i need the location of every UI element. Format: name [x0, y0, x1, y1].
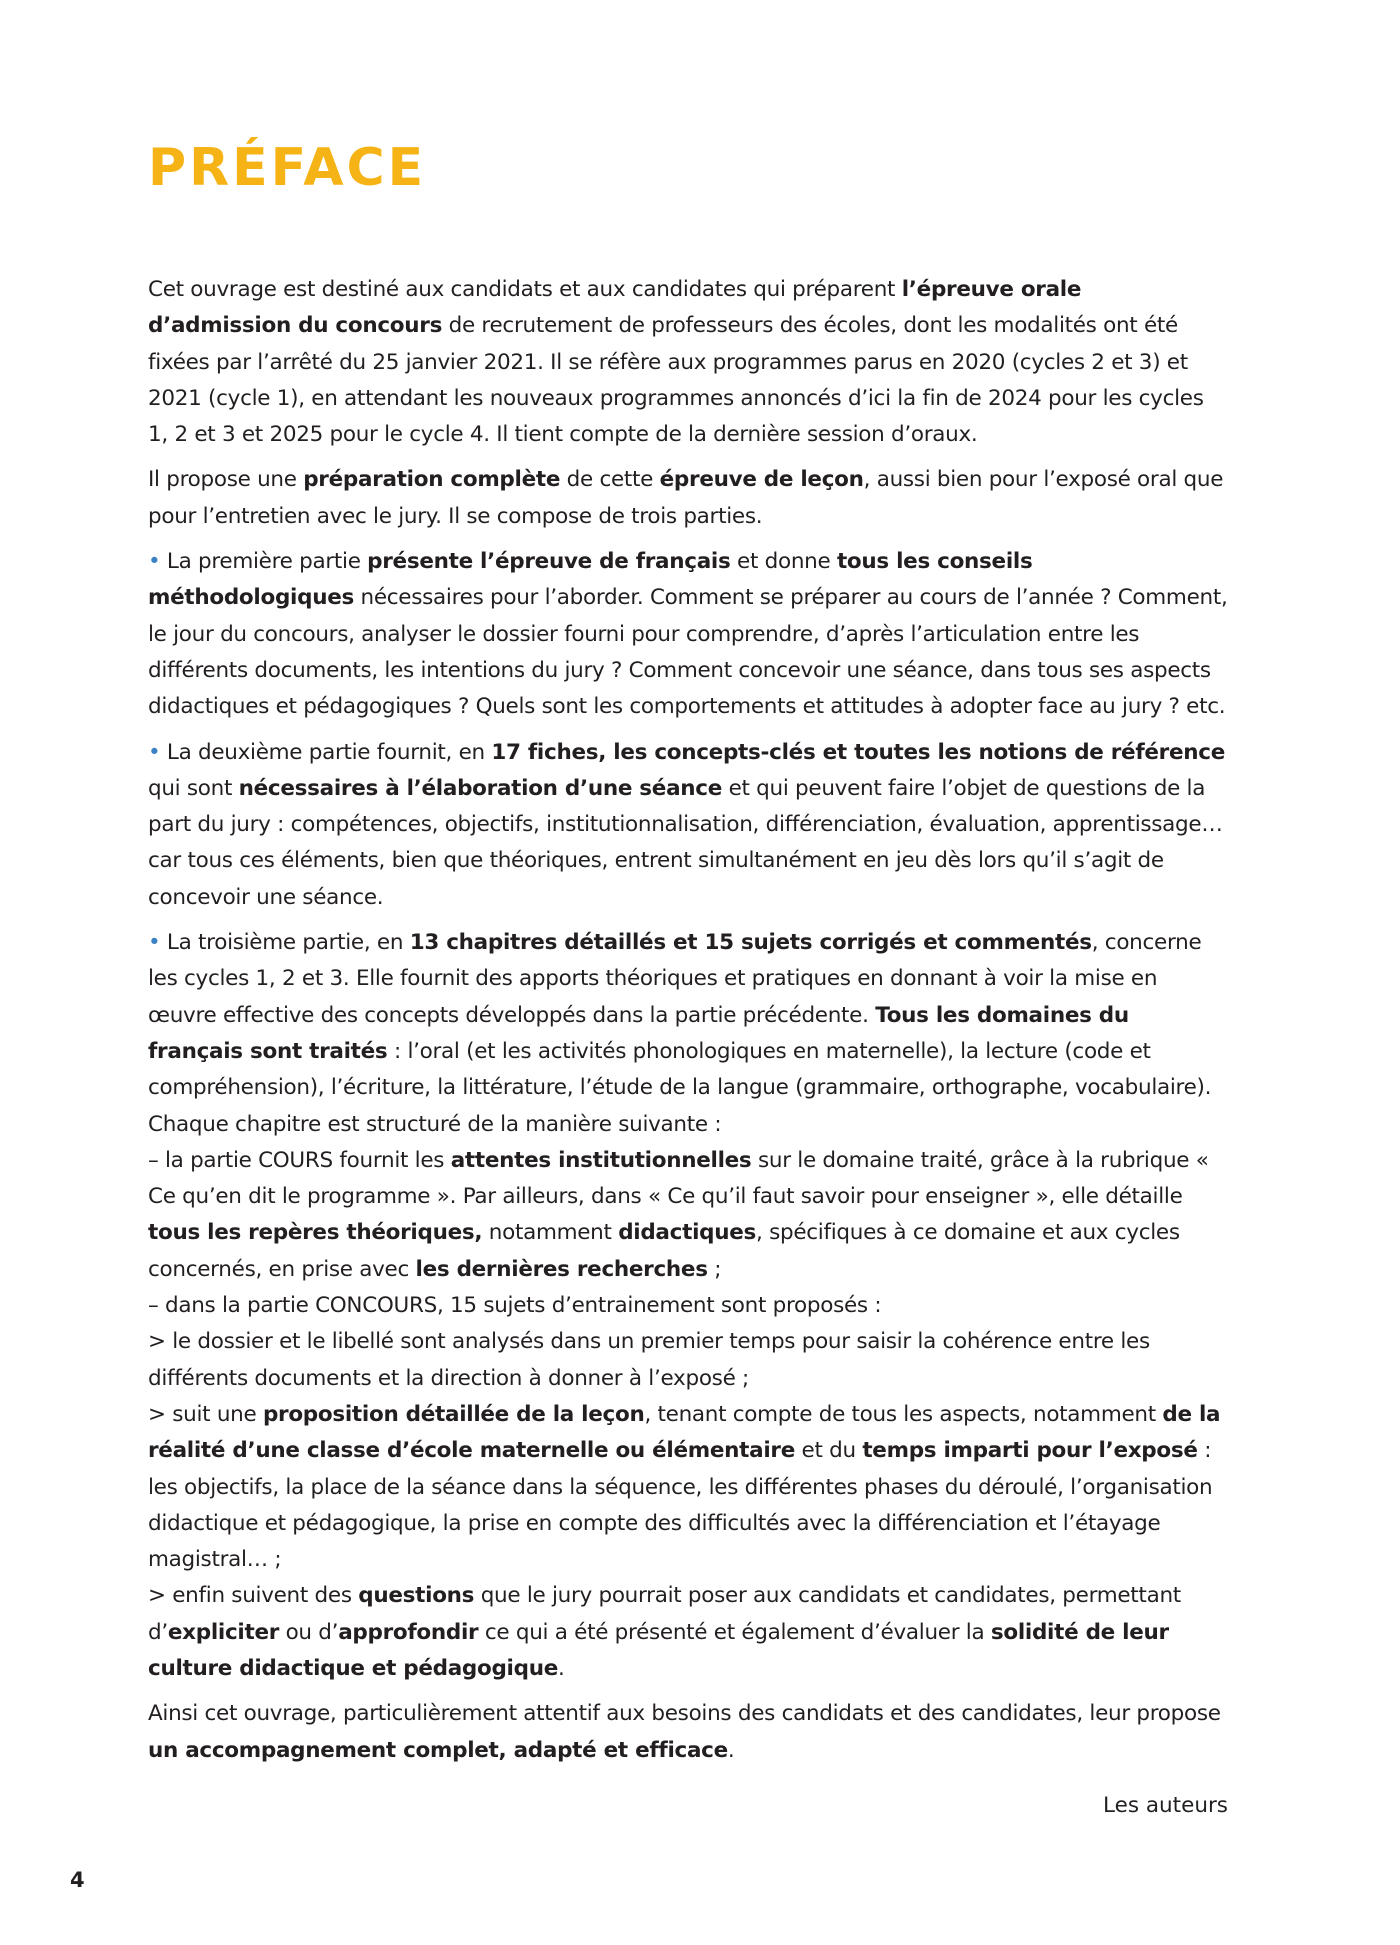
lecon-sub-item: > suit une proposition détaillée de la leçon, tenant compte de tous les aspects, notamment de la réalité d’une classe d’école maternelle ou élémentaire et du temps imparti pour l’exposé : les objectifs, la place de la séance dans la séquence, les différentes phases du déroulé, l’organisation didactique et pédagogique, la prise en compte des difficultés avec la différenciation et l’étayage magistral… ; [148, 1401, 1221, 1573]
bullet-icon: • [148, 739, 161, 765]
overview-paragraph: Il propose une préparation complète de cette épreuve de leçon, aussi bien pour l’exposé oral que pour l’entretien avec le jury. Il se compose de trois parties. [148, 467, 1224, 529]
signature: Les auteurs [1103, 1793, 1228, 1818]
part-one-item: • La première partie présente l’épreuve de français et donne tous les conseils méthodologiques nécessaires pour l’aborder. Comment se préparer au cours de l’année ? Comment, le jour du concours, analyser le dossier fourni pour comprendre, d’après l’articulation entre les différents documents, les intentions du jury ? Comment concevoir une séance, dans tous ses aspects didactiques et pédagogiques ? Quels sont les comportements et attitudes à adopter face au jury ? etc. [148, 549, 1228, 720]
page-number: 4 [70, 1868, 85, 1892]
concours-dash-item: – dans la partie CONCOURS, 15 sujets d’entrainement sont proposés : [148, 1293, 882, 1319]
dossier-sub-item: > le dossier et le libellé sont analysés dans un premier temps pour saisir la cohérence entre les différents documents et la direction à donner à l’exposé ; [148, 1329, 1150, 1391]
bullet-icon: • [148, 549, 161, 575]
intro-paragraph: Cet ouvrage est destiné aux candidats et aux candidates qui préparent l’épreuve orale d’admission du concours de recrutement de professeurs des écoles, dont les modalités ont été fixées par l’arrêté du 25 janvier 2021. Il se réfère aux programmes parus en 2020 (cycles 2 et 3) et 2021 (cycle 1), en attendant les nouveaux programmes annoncés d’ici la fin de 2024 pour les cycles 1, 2 et 3 et 2025 pour le cycle 4. Il tient compte de la dernière session d’oraux. [148, 277, 1204, 448]
part-three-item: • La troisième partie, en 13 chapitres détaillés et 15 sujets corrigés et commentés, concerne les cycles 1, 2 et 3. Elle fournit des apports théoriques et pratiques en donnant à voir la mise en œuvre effective des concepts développés dans la partie précédente. Tous les domaines du français sont traités : l’oral (et les activités phonologiques en maternelle), la lecture (code et compréhension), l’écriture, la littérature, l’étude de la langue (grammaire, orthographe, vocabulaire). Chaque chapitre est structuré de la manière suivante : [148, 930, 1212, 1137]
cours-dash-item: – la partie COURS fournit les attentes institutionnelles sur le domaine traité, grâce à la rubrique « Ce qu’en dit le programme ». Par ailleurs, dans « Ce qu’il faut savoir pour enseigner », elle détaille tous les repères théoriques, notamment didactiques, spécifiques à ce domaine et aux cycles concernés, en prise avec les dernières recherches ; [148, 1147, 1209, 1282]
bullet-icon: • [148, 930, 161, 956]
page-title: PRÉFACE [148, 138, 427, 198]
preface-body [148, 272, 1228, 1778]
questions-sub-item: > enfin suivent des questions que le jury pourrait poser aux candidats et candidates, permettant d’expliciter ou d’approfondir ce qui a été présenté et également d’évaluer la solidité de leur culture didactique et pédagogique. [148, 1583, 1181, 1681]
part-two-item: • La deuxième partie fournit, en 17 fiches, les concepts-clés et toutes les notions de référence qui sont nécessaires à l’élaboration d’une séance et qui peuvent faire l’objet de questions de la part du jury : compétences, objectifs, institutionnalisation, différenciation, évaluation, apprentissage… car tous ces éléments, bien que théoriques, entrent simultanément en jeu dès lors qu’il s’agit de concevoir une séance. [148, 739, 1225, 910]
closing-paragraph: Ainsi cet ouvrage, particulièrement attentif aux besoins des candidats et des candidates, leur propose un accompagnement complet, adapté et efficace. [148, 1701, 1221, 1763]
